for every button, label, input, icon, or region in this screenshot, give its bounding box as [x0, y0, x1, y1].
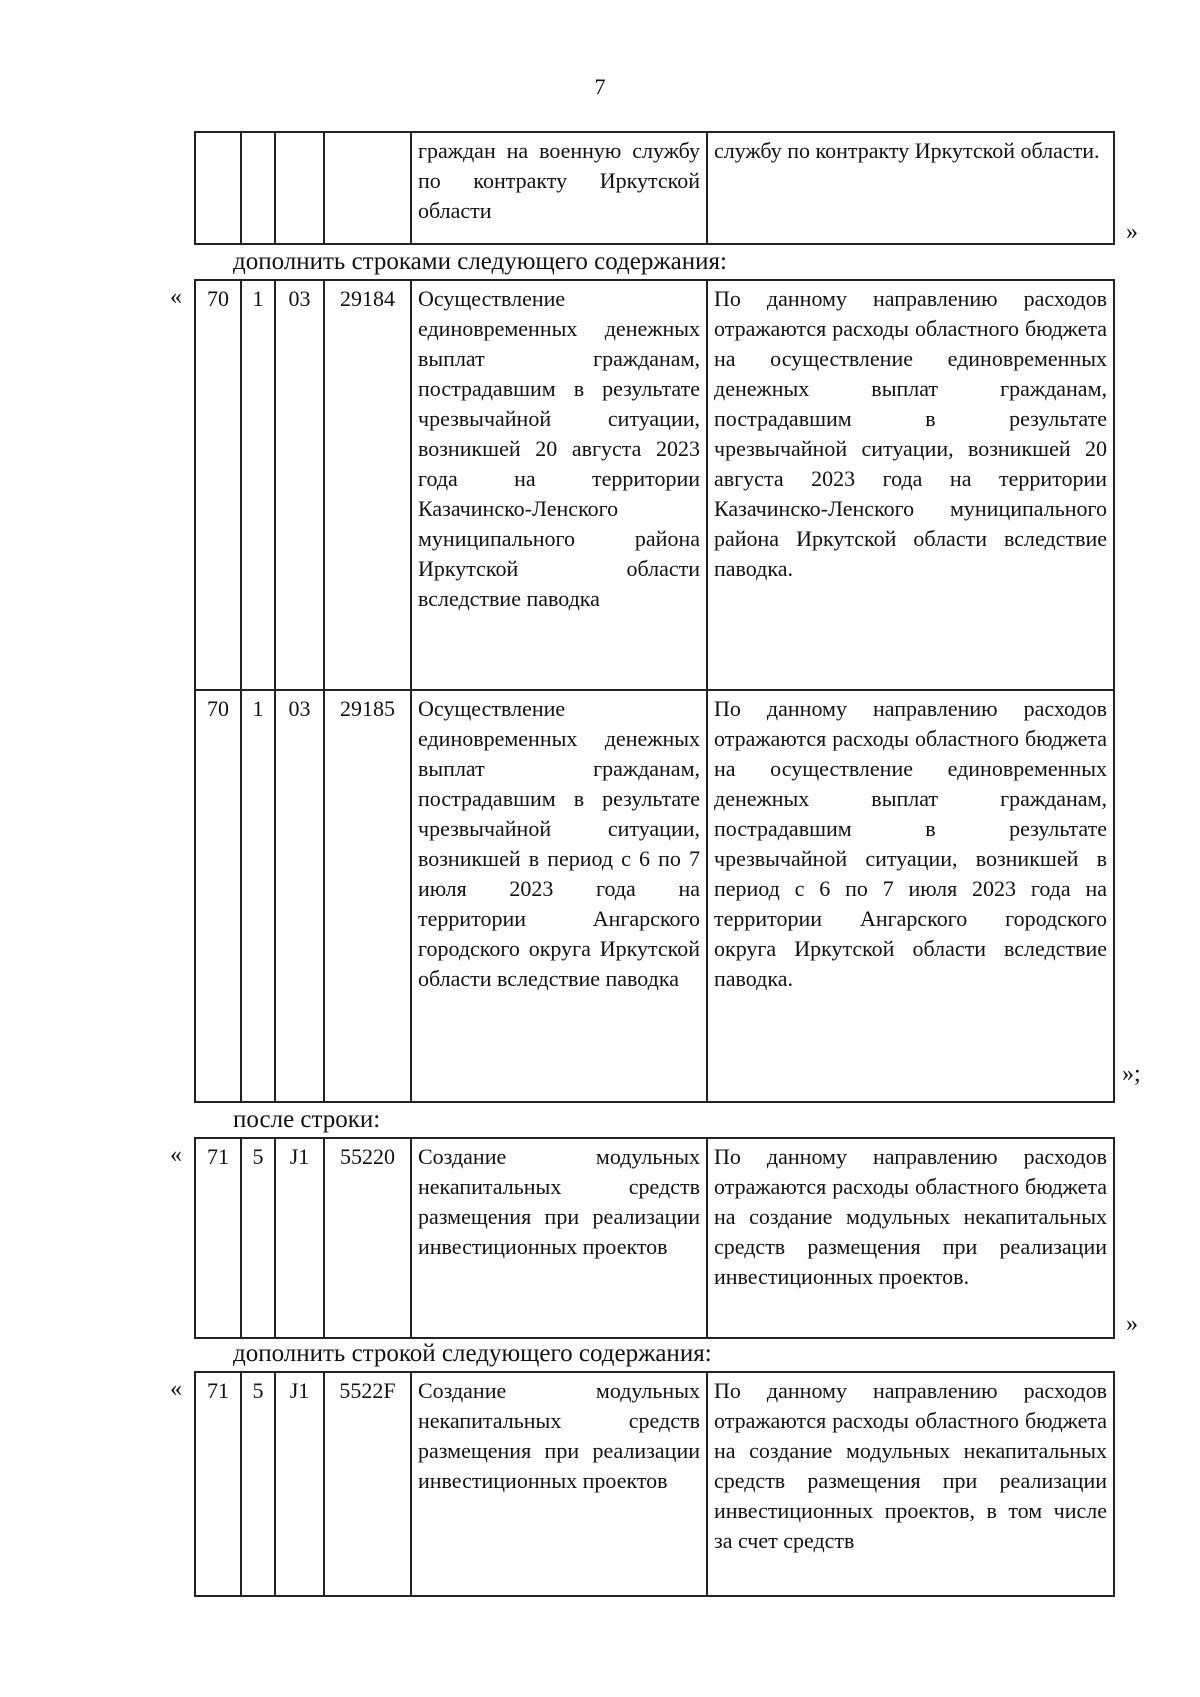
cell-code-4: 5522F [324, 1372, 411, 1596]
cell-code-4 [324, 132, 411, 244]
closing-quote: » [1126, 1311, 1138, 1337]
cell-code-2: 1 [241, 280, 275, 690]
opening-quote: « [170, 1142, 182, 1168]
cell-code-1: 70 [195, 690, 241, 1102]
opening-quote: « [170, 1376, 182, 1402]
added-row-table [194, 1371, 1115, 1597]
cell-expense-name: Создание модульных некапитальных средств размещения при реализации инвестиционных проектов [411, 1372, 707, 1596]
cell-code-3: 03 [275, 690, 324, 1102]
cell-expense-description: По данному направлению расходов отражаются расходы областного бюджета на создание модульных некапитальных средств размещения при реализации инвестиционных проектов, в том числе за счет средств [707, 1372, 1114, 1596]
cell-code-1: 71 [195, 1138, 241, 1338]
instruction-text: дополнить строкой следующего содержания: [233, 1340, 712, 1367]
cell-code-4: 29184 [324, 280, 411, 690]
cell-code-3: J1 [275, 1372, 324, 1596]
continuation-table [194, 131, 1115, 245]
opening-quote: « [170, 284, 182, 310]
cell-code-1: 71 [195, 1372, 241, 1596]
cell-code-4: 29185 [324, 690, 411, 1102]
page-number: 7 [594, 74, 606, 99]
reference-row-table [194, 1137, 1115, 1339]
cell-code-2: 5 [241, 1138, 275, 1338]
cell-code-2 [241, 132, 275, 244]
table-row [195, 1138, 1114, 1338]
cell-expense-name: граждан на военную службу по контракту Иркутской области [411, 132, 707, 244]
cell-expense-name: Создание модульных некапитальных средств размещения при реализации инвестиционных проектов [411, 1138, 707, 1338]
cell-code-3: 03 [275, 280, 324, 690]
instruction-text: после строки: [233, 1106, 381, 1133]
cell-code-1: 70 [195, 280, 241, 690]
cell-expense-description: службу по контракту Иркутской области. [707, 132, 1114, 244]
table-row [195, 1372, 1114, 1596]
cell-code-3: J1 [275, 1138, 324, 1338]
cell-expense-name: Осуществление единовременных денежных выплат гражданам, пострадавшим в результате чрезвычайной ситуации, возникшей в период с 6 по 7 июля 2023 года на территории Ангарского городского округа Иркутской области вследствие паводка [411, 690, 707, 1102]
cell-expense-name: Осуществление единовременных денежных выплат гражданам, пострадавшим в результате чрезвычайной ситуации, возникшей 20 августа 2023 года на территории Казачинско-Ленского муниципального района Иркутской области вследствие паводка [411, 280, 707, 690]
table-row [195, 690, 1114, 1102]
cell-code-1 [195, 132, 241, 244]
cell-code-2: 5 [241, 1372, 275, 1596]
cell-expense-description: По данному направлению расходов отражаются расходы областного бюджета на осуществление единовременных денежных выплат гражданам, пострадавшим в результате чрезвычайной ситуации, возникшей 20 августа 2023 года на территории Казачинско-Ленского муниципального района Иркутской области вследствие паводка. [707, 280, 1114, 690]
table-row [195, 280, 1114, 690]
table-row [195, 132, 1114, 244]
closing-quote: » [1126, 219, 1138, 245]
cell-code-4: 55220 [324, 1138, 411, 1338]
cell-expense-description: По данному направлению расходов отражаются расходы областного бюджета на осуществление единовременных денежных выплат гражданам, пострадавшим в результате чрезвычайной ситуации, возникшей в период с 6 по 7 июля 2023 года на территории Ангарского городского округа Иркутской области вследствие паводка. [707, 690, 1114, 1102]
cell-expense-description: По данному направлению расходов отражаются расходы областного бюджета на создание модульных некапитальных средств размещения при реализации инвестиционных проектов. [707, 1138, 1114, 1338]
instruction-text: дополнить строками следующего содержания: [233, 248, 727, 275]
added-rows-table [194, 279, 1115, 1103]
cell-code-3 [275, 132, 324, 244]
cell-code-2: 1 [241, 690, 275, 1102]
closing-quote: »; [1122, 1061, 1141, 1087]
